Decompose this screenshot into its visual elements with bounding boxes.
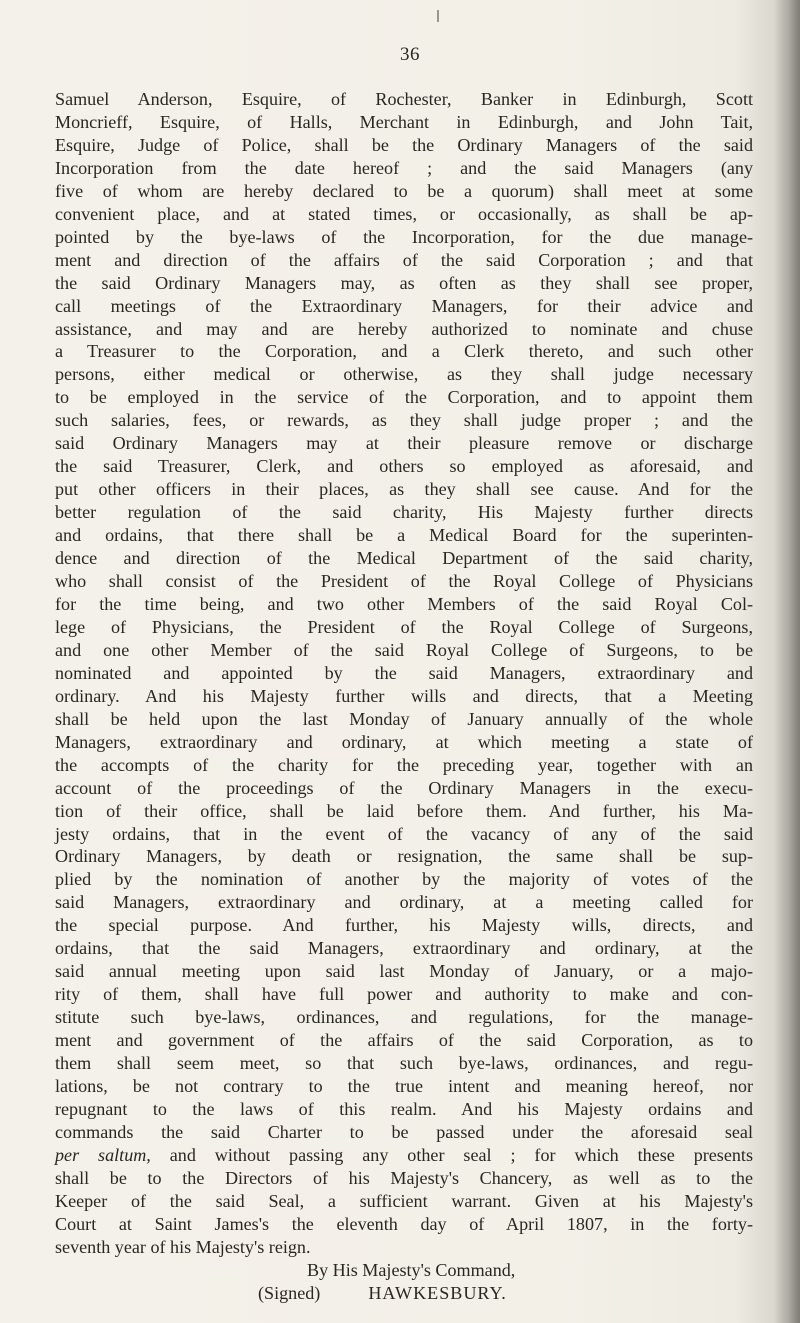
text-line: who shall consist of the President of the Royal College of Physicians (55, 571, 753, 592)
text-line: pointed by the bye-laws of the Incorporation, for the due manage- (55, 226, 753, 247)
text-line: nominated and appointed by the said Managers, extraordinary and (55, 662, 753, 683)
text-line: jesty ordains, that in the event of the vacancy of any of the said (55, 823, 753, 844)
command-line: By His Majesty's Command, (307, 1259, 516, 1280)
signed-label: (Signed) (258, 1282, 321, 1303)
page-mark (437, 10, 439, 22)
text-line: five of whom are hereby declared to be a quorum) shall meet at some (55, 180, 753, 201)
text-line: said Ordinary Managers may at their pleasure remove or discharge (55, 433, 753, 454)
text-line: dence and direction of the Medical Department of the said charity, (55, 548, 753, 569)
text-line: lations, be not contrary to the true intent and meaning hereof, nor (55, 1075, 753, 1096)
text-line: Managers, extraordinary and ordinary, at which meeting a state of (55, 731, 753, 752)
text-line: Court at Saint James's the eleventh day of April 1807, in the forty- (55, 1213, 753, 1234)
text-line: stitute such bye-laws, ordinances, and regulations, for the manage- (55, 1007, 753, 1028)
text-line: Incorporation from the date hereof ; and the said Managers (any (55, 157, 753, 178)
text-line: commands the said Charter to be passed under the aforesaid seal (55, 1121, 753, 1142)
text-line: rity of them, shall have full power and authority to make and con- (55, 984, 753, 1005)
text-line: the said Ordinary Managers may, as often as they shall see proper, (55, 272, 753, 293)
text-line: ment and government of the affairs of the said Corporation, as to (55, 1030, 753, 1051)
text-line: ordains, that the said Managers, extraordinary and ordinary, at the (55, 938, 753, 959)
signatory-name: HAWKESBURY. (368, 1282, 507, 1303)
text-line: them shall seem meet, so that such bye-laws, ordinances, and regu- (55, 1053, 753, 1074)
text-line: tion of their office, shall be laid before them. And further, his Ma- (55, 800, 753, 821)
text-line: account of the proceedings of the Ordinary Managers in the execu- (55, 777, 753, 798)
text-line: put other officers in their places, as they shall see cause. And for the (55, 479, 753, 500)
text-line: ment and direction of the affairs of the said Corporation ; and that (55, 249, 753, 270)
latin-phrase: per saltum, (55, 1144, 151, 1165)
text-line: such salaries, fees, or rewards, as they shall judge proper ; and the (55, 410, 753, 431)
text-line: lege of Physicians, the President of the Royal College of Surgeons, (55, 616, 753, 637)
text-line: ordinary. And his Majesty further wills and directs, that a Meeting (55, 685, 753, 706)
text-line: repugnant to the laws of this realm. And his Majesty ordains and (55, 1098, 753, 1119)
text-line: said annual meeting upon said last Monday of January, or a majo- (55, 961, 753, 982)
page-edge-shadow (774, 0, 800, 1323)
text-line: the special purpose. And further, his Majesty wills, directs, and (55, 915, 753, 936)
text-line: for the time being, and two other Members of the said Royal Col- (55, 593, 753, 614)
text-line: persons, either medical or otherwise, as they shall judge necessary (55, 364, 753, 385)
text-line: Moncrieff, Esquire, of Halls, Merchant in Edinburgh, and John Tait, (55, 111, 753, 132)
text-line: Keeper of the said Seal, a sufficient warrant. Given at his Majesty's (55, 1190, 753, 1211)
text-line: and one other Member of the said Royal College of Surgeons, to be (55, 639, 753, 660)
text-line: Ordinary Managers, by death or resignation, the same shall be sup- (55, 846, 753, 867)
text-line: seventh year of his Majesty's reign. (55, 1236, 311, 1257)
text-line: shall be held upon the last Monday of January annually of the whole (55, 708, 753, 729)
text-line: to be employed in the service of the Corporation, and to appoint them (55, 387, 753, 408)
text-line: said Managers, extraordinary and ordinary, at a meeting called for (55, 892, 753, 913)
text-line (55, 1144, 753, 1167)
text-line: the accompts of the charity for the preceding year, together with an (55, 754, 753, 775)
text-line: a Treasurer to the Corporation, and a Clerk thereto, and such other (55, 341, 753, 362)
text-line: the said Treasurer, Clerk, and others so employed as aforesaid, and (55, 456, 753, 477)
text-line: better regulation of the said charity, His Majesty further directs (55, 502, 753, 523)
text-line: plied by the nomination of another by the majority of votes of the (55, 869, 753, 890)
text-line: Samuel Anderson, Esquire, of Rochester, Banker in Edinburgh, Scott (55, 89, 753, 109)
text-line: and ordains, that there shall be a Medical Board for the superinten- (55, 525, 753, 546)
text-line-rest: and without passing any other seal ; for which these presents (150, 1144, 753, 1165)
page-number: 36 (400, 44, 420, 65)
text-line: Esquire, Judge of Police, shall be the Ordinary Managers of the said (55, 134, 753, 155)
text-line: assistance, and may and are hereby authorized to nominate and chuse (55, 318, 753, 339)
text-line: shall be to the Directors of his Majesty's Chancery, as well as to the (55, 1167, 753, 1188)
text-line: convenient place, and at stated times, or occasionally, as shall be ap- (55, 203, 753, 224)
signature-line (55, 1282, 753, 1305)
text-line: call meetings of the Extraordinary Managers, for their advice and (55, 295, 753, 316)
document-body (55, 88, 753, 1305)
